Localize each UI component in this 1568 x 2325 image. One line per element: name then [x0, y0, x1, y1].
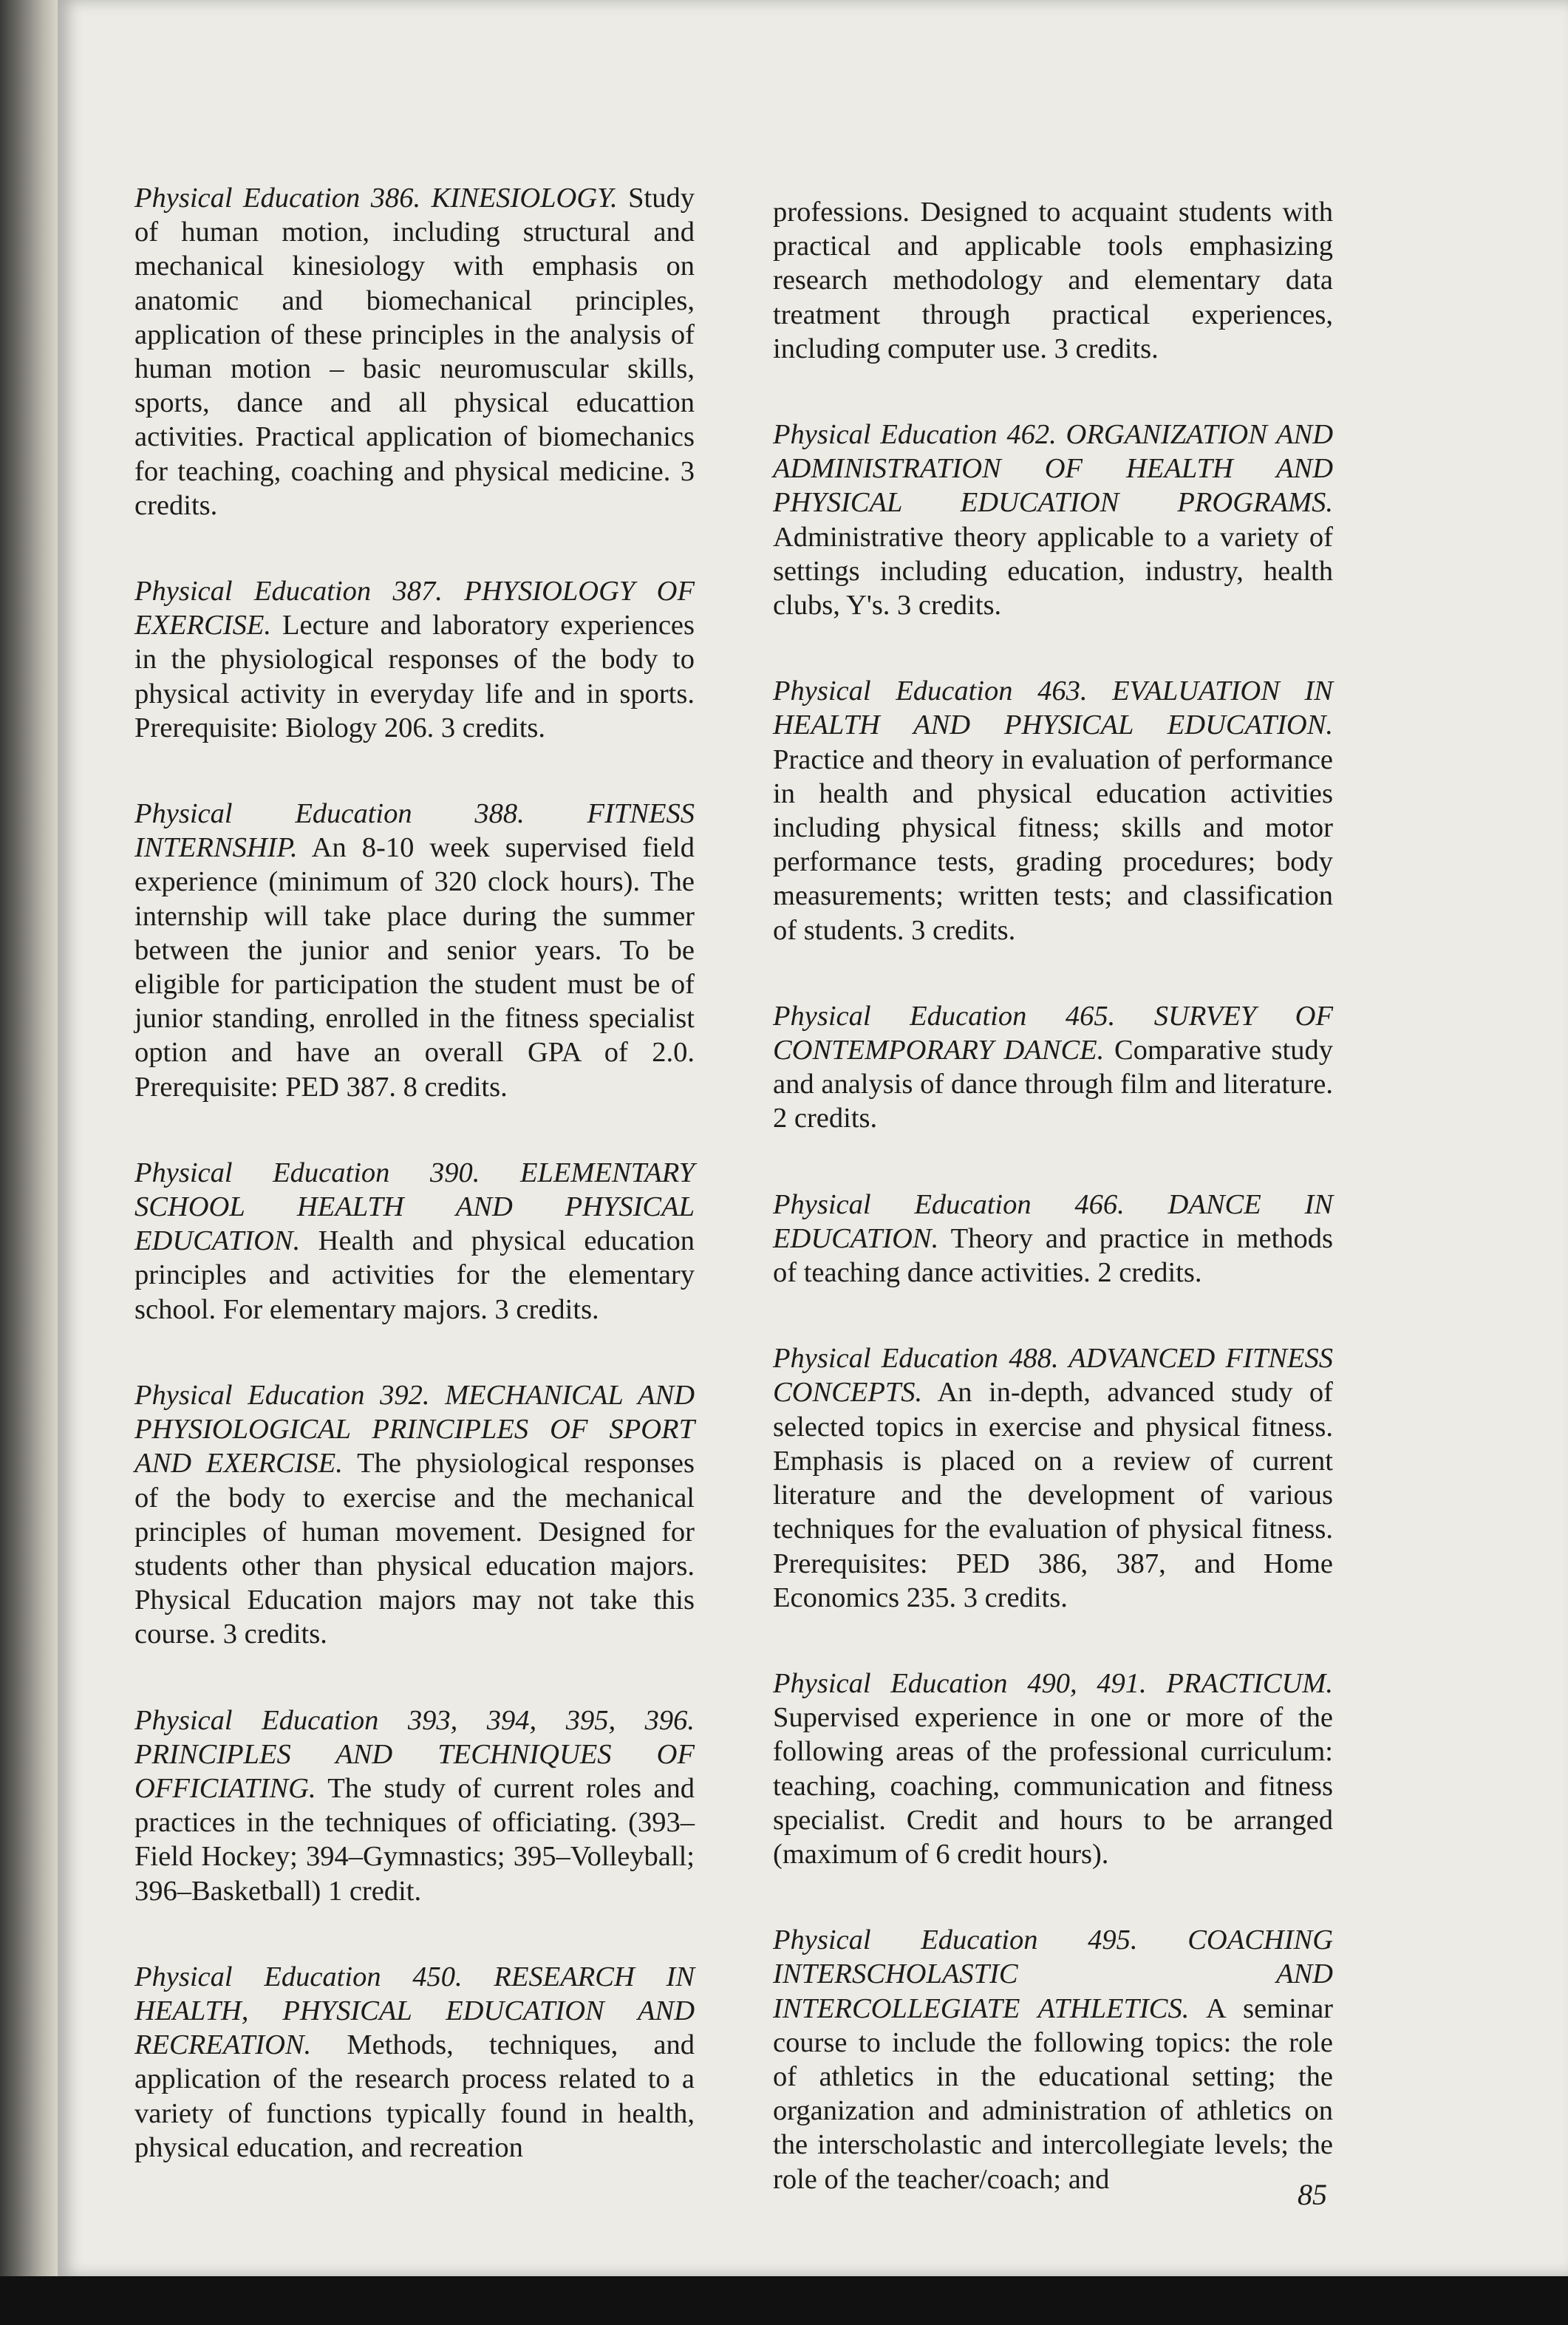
course-entry [773, 1923, 1333, 2196]
scan-border [0, 2276, 1568, 2325]
course-entry [134, 1703, 695, 1908]
course-heading: Physical Education 390. ELEMENTARY SCHOOL HEALTH AND PHYSICAL EDUCATION. [134, 1157, 695, 1257]
course-entry [134, 1960, 695, 2165]
course-description: The physiological responses of the body to exercise and the mechanical principles of human movement. Designed for students other than physical education majors. Physical Education majors may not take this course. 3 credits. [134, 1448, 695, 1650]
course-heading: Physical Education 466. DANCE IN EDUCATION. [773, 1188, 1333, 1254]
course-description: Theory and practice in methods of teaching dance activities. 2 credits. [773, 1222, 1333, 1289]
page-number: 85 [1298, 2178, 1327, 2211]
course-entry [773, 1188, 1333, 1290]
course-description: Lecture and laboratory experiences in the physiological responses of the body to physical activity in everyday life and in sports. Prerequisite: Biology 206. 3 credits. [134, 610, 695, 743]
course-description: Study of human motion, including structural and mechanical kinesiology with emphasis on anatomic and biomechanical principles, application of these principles in the analysis of human motion – basic neuromuscular skills, sports, dance and all physical educattion activities. Practical application of biomechanics for teaching, coaching and physical medicine. 3 credits. [134, 183, 695, 521]
right-column [773, 195, 1333, 2248]
book-spine [0, 0, 58, 2325]
course-heading: Physical Education 388. FITNESS INTERNSHIP. [134, 798, 695, 864]
course-heading: Physical Education 462. ORGANIZATION AND ADMINISTRATION OF HEALTH AND PHYSICAL EDUCATION PROGRAMS. [773, 419, 1333, 519]
left-column [134, 181, 695, 2216]
course-entry [773, 999, 1333, 1136]
course-heading: Physical Education 387. PHYSIOLOGY OF EXERCISE. [134, 576, 695, 641]
course-entry [773, 1341, 1333, 1615]
course-heading: Physical Education 463. EVALUATION IN HEALTH AND PHYSICAL EDUCATION. [773, 675, 1333, 741]
course-entry [773, 418, 1333, 622]
course-entry [773, 1667, 1333, 1871]
course-description: An 8-10 week supervised field experience (minimum of 320 clock hours). The internship will take place during the summer between the junior and senior years. To be eligible for participation the student must be of junior standing, enrolled in the fitness specialist option and have an overall GPA of 2.0. Prerequisite: PED 387. 8 credits. [134, 832, 695, 1103]
course-heading: Physical Education 392. MECHANICAL AND PHYSIOLOGICAL PRINCIPLES OF SPORT AND EXERCISE. [134, 1379, 695, 1480]
course-heading: Physical Education 495. COACHING INTERSCHOLASTIC AND INTERCOLLEGIATE ATHLETICS. [773, 1924, 1333, 2024]
course-description: Methods, techniques, and application of the research process related to a variety of functions typically found in health, physical education, and recreation [134, 2029, 695, 2163]
course-description: Comparative study and analysis of dance through film and literature. 2 credits. [773, 1035, 1333, 1134]
course-heading: Physical Education 465. SURVEY OF CONTEMPORARY DANCE. [773, 1000, 1333, 1066]
course-entry [134, 1378, 695, 1652]
course-entry [773, 674, 1333, 947]
course-entry [134, 1156, 695, 1327]
course-description: Supervised experience in one or more of the following areas of the professional curriculum: teaching, coaching, communication and fitness specialist. Credit and hours to be arranged (maximum of 6 credit hours). [773, 1702, 1333, 1870]
course-heading: Physical Education 393, 394, 395, 396. PRINCIPLES AND TECHNIQUES OF OFFICIATING. [134, 1704, 695, 1804]
course-heading: Physical Education 488. ADVANCED FITNESS CONCEPTS. [773, 1343, 1333, 1409]
course-entry-continued [773, 195, 1333, 366]
course-description: Practice and theory in evaluation of performance in health and physical education activities including physical fitness; skills and motor performance tests, grading procedures; body measurements; written tests; and classification of students. 3 credits. [773, 743, 1333, 946]
course-heading: Physical Education 450. RESEARCH IN HEALTH, PHYSICAL EDUCATION AND RECREATION. [134, 1961, 695, 2061]
course-description: An in-depth, advanced study of selected topics in exercise and physical fitness. Emphasis is placed on a review of current literature and the development of various techniques for the evaluation of physical fitness. Prerequisites: PED 386, 387, and Home Economics 235. 3 credits. [773, 1377, 1333, 1613]
course-entry [134, 797, 695, 1104]
course-description: A seminar course to include the following topics: the role of athletics in the educational setting; the organization and administration of athletics on the interscholastic and intercollegiate levels; the role of the teacher/coach; and [773, 1992, 1333, 2195]
course-description: professions. Designed to acquaint students with practical and applicable tools emphasizing research methodology and elementary data treatment through practical experiences, including computer use. 3 credits. [773, 197, 1333, 364]
course-description: The study of current roles and practices in the techniques of officiating. (393–Field Hockey; 394–Gymnastics; 395–Volleyball; 396–Basketball) 1 credit. [134, 1772, 695, 1907]
course-description: Administrative theory applicable to a variety of settings including education, industry, health clubs, Y's. 3 credits. [773, 521, 1333, 622]
course-entry [134, 574, 695, 745]
course-description: Health and physical education principles and activities for the elementary school. For elementary majors. 3 credits. [134, 1225, 695, 1325]
course-heading: Physical Education 490, 491. PRACTICUM. [773, 1667, 1333, 1699]
course-heading: Physical Education 386. KINESIOLOGY. [134, 183, 618, 214]
course-entry [134, 181, 695, 522]
